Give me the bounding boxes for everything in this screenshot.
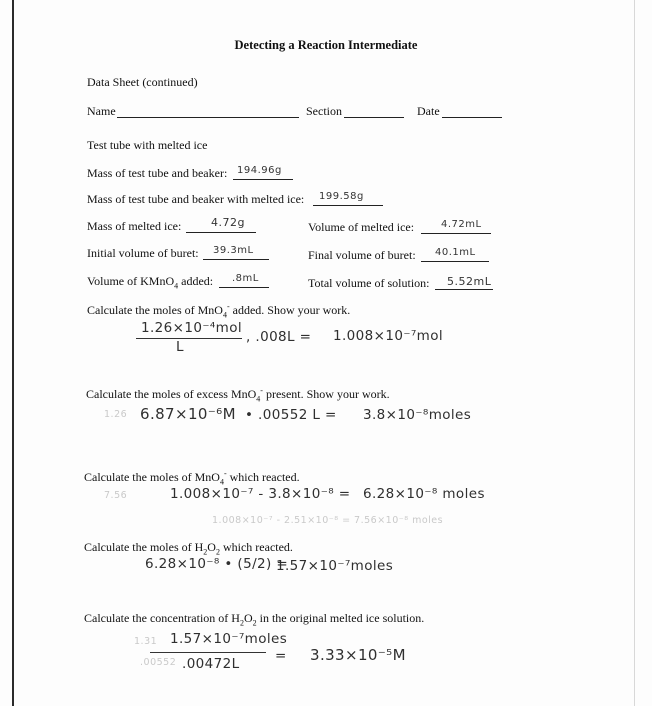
answer2-volume-factor: • .00552 L =: [245, 407, 337, 423]
answer3-subtraction: 1.008×10⁻⁷ - 3.8×10⁻⁸ =: [170, 486, 351, 502]
initial-buret-value: 39.3mL: [213, 245, 254, 256]
kmno4-added-value: .8mL: [232, 273, 259, 284]
volume-ice-field[interactable]: [421, 233, 491, 234]
final-buret-label: Final volume of buret:: [308, 248, 416, 262]
question-moles-reacted: Calculate the moles of MnO$_4$- which reacted.: [84, 469, 300, 487]
answer5-equals: =: [275, 648, 287, 664]
final-buret-value: 40.1mL: [435, 247, 476, 258]
answer4-ratio: 6.28×10⁻⁸ • (5/2) =: [145, 556, 289, 572]
answer1-numerator: 1.26×10⁻⁴mol: [141, 320, 243, 336]
total-volume-label: Total volume of solution:: [308, 276, 430, 290]
total-volume-value: 5.52mL: [447, 275, 492, 288]
answer1-denominator: L: [176, 339, 184, 355]
name-label: Name: [87, 104, 116, 118]
kmno4-added-field[interactable]: [219, 287, 269, 288]
mass-ice-label: Mass of melted ice:: [87, 219, 182, 233]
volume-ice-label: Volume of melted ice:: [308, 220, 415, 234]
answer1-fraction-bar: [136, 338, 242, 339]
final-buret-field[interactable]: [421, 261, 489, 262]
question-h2o2-concentration: Calculate the concentration of $H_2O_2$ in the original melted ice solution.: [84, 611, 425, 628]
kmno4-added-label: Volume of KMnO$_4$ added:: [87, 274, 214, 291]
name-field[interactable]: [117, 117, 299, 118]
section-field[interactable]: [344, 117, 404, 118]
answer3-erased-work-bottom: 1.008×10⁻⁷ - 2.51×10⁻⁸ = 7.56×10⁻⁸ moles: [212, 515, 444, 526]
mass-tube-beaker-label: Mass of test tube and beaker:: [87, 166, 228, 180]
date-label: Date: [417, 104, 440, 118]
answer5-numerator: 1.57×10⁻⁷moles: [170, 631, 288, 647]
answer1-factor: , .008L =: [246, 329, 312, 345]
initial-buret-field[interactable]: [203, 259, 269, 260]
answer4-result: 1.57×10⁻⁷moles: [276, 558, 394, 574]
answer3-result: 6.28×10⁻⁸ moles: [363, 486, 485, 502]
section-label: Section: [306, 104, 342, 118]
page-left-border: [12, 0, 14, 706]
mass-ice-field[interactable]: [186, 232, 256, 233]
answer5-denominator: .00472L: [182, 656, 240, 672]
answer2-erased-work: 1.26: [104, 409, 128, 420]
mass-with-ice-value: 199.58g: [319, 191, 364, 202]
answer5-fraction-bar: [150, 652, 266, 653]
answer1-result: 1.008×10⁻⁷mol: [333, 328, 444, 344]
answer2-result: 3.8×10⁻⁸moles: [363, 407, 472, 423]
answer5-erased-denominator: .00552: [140, 657, 177, 668]
mass-ice-value: 4.72g: [211, 216, 245, 229]
answer3-erased-work-top: 7.56: [104, 490, 128, 501]
answer5-erased-numerator: 1.31: [134, 636, 158, 647]
initial-buret-label: Initial volume of buret:: [87, 246, 199, 260]
answer2-concentration: 6.87×10⁻⁶M: [140, 405, 236, 423]
question-excess-moles: Calculate the moles of excess MnO$_4$- present. Show your work.: [86, 386, 390, 404]
answer5-result: 3.33×10⁻⁵M: [310, 646, 406, 664]
date-field[interactable]: [442, 117, 502, 118]
mass-with-ice-label: Mass of test tube and beaker with melted ice:: [87, 192, 305, 206]
mass-tube-beaker-value: 194.96g: [237, 165, 282, 176]
mass-with-ice-field[interactable]: [313, 205, 383, 206]
total-volume-field[interactable]: [435, 289, 493, 290]
page-right-border: [634, 0, 635, 706]
volume-ice-value: 4.72mL: [441, 219, 482, 230]
question-h2o2-moles: Calculate the moles of $H_2O_2$ which reacted.: [84, 540, 293, 557]
mass-tube-beaker-field[interactable]: [233, 179, 293, 180]
page-subtitle: Data Sheet (continued): [87, 75, 198, 89]
question-moles-added: Calculate the moles of MnO$_4$- added. Show your work.: [87, 302, 351, 320]
page-title: Detecting a Reaction Intermediate: [234, 38, 418, 52]
section-heading: Test tube with melted ice: [87, 138, 208, 152]
